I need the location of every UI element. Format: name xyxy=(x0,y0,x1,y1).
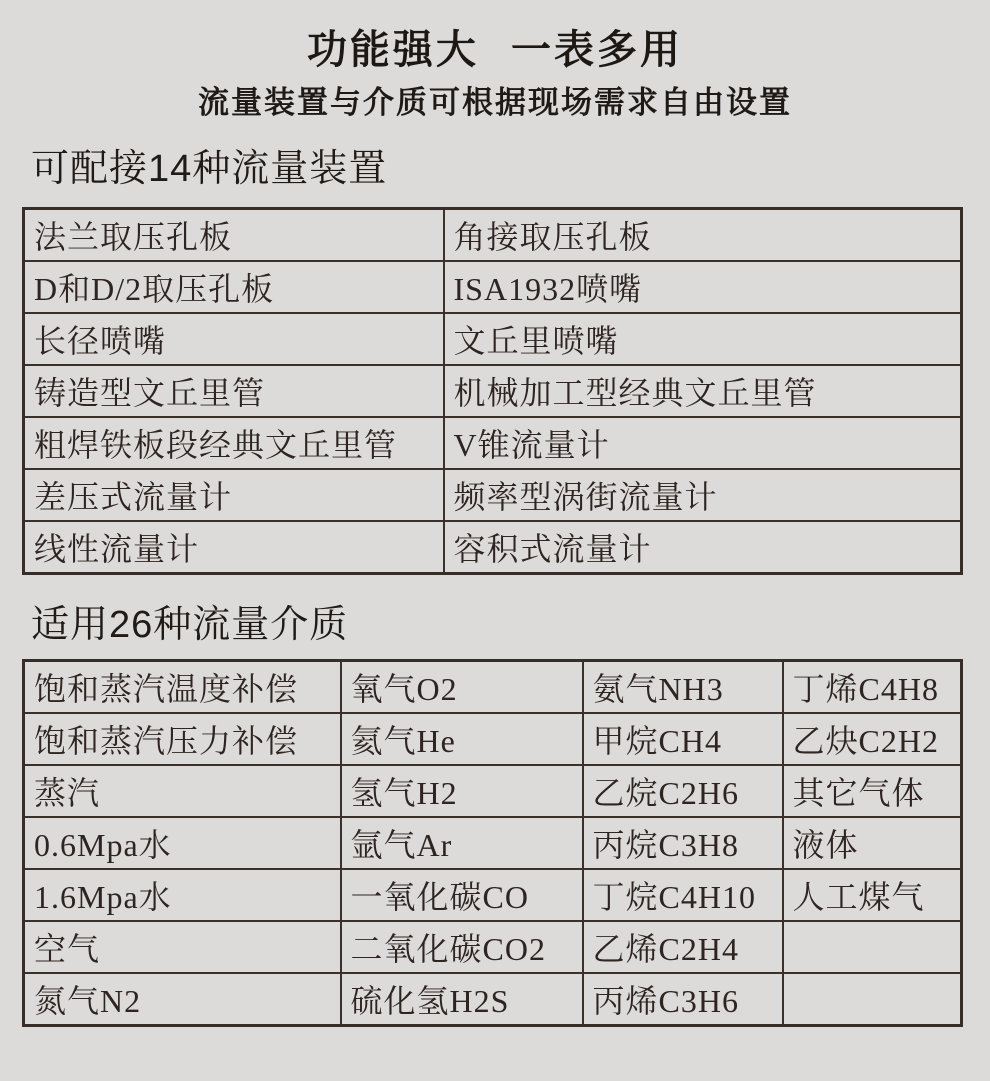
table-row xyxy=(24,521,962,574)
table-row xyxy=(24,469,962,521)
table-cell: 机械加工型经典文丘里管 xyxy=(444,365,962,417)
table-cell: 其它气体 xyxy=(783,765,962,817)
table-cell: 铸造型文丘里管 xyxy=(24,365,444,417)
table-cell: 丁烷C4H10 xyxy=(583,869,783,921)
table-row xyxy=(24,765,962,817)
table-cell: 乙烷C2H6 xyxy=(583,765,783,817)
table-cell: 丙烯C3H6 xyxy=(583,973,783,1026)
table-cell: 一氧化碳CO xyxy=(341,869,583,921)
table-cell: 液体 xyxy=(783,817,962,869)
page-title: 功能强大 一表多用 xyxy=(306,28,684,72)
table-row xyxy=(24,417,962,469)
table-row xyxy=(24,973,962,1026)
media-section-heading: 适用26种流量介质 xyxy=(31,604,349,646)
table-cell: 乙烯C2H4 xyxy=(583,921,783,973)
table-row xyxy=(24,313,962,365)
table-cell xyxy=(783,973,962,1026)
table-cell xyxy=(783,921,962,973)
media-table xyxy=(22,659,963,1027)
table-cell: 硫化氢H2S xyxy=(341,973,583,1026)
table-cell: 文丘里喷嘴 xyxy=(444,313,962,365)
table-cell: 线性流量计 xyxy=(24,521,444,574)
table-cell: 氧气O2 xyxy=(341,661,583,714)
table-cell: 频率型涡街流量计 xyxy=(444,469,962,521)
table-cell: 长径喷嘴 xyxy=(24,313,444,365)
table-cell: 二氧化碳CO2 xyxy=(341,921,583,973)
table-row xyxy=(24,261,962,313)
table-cell: 容积式流量计 xyxy=(444,521,962,574)
table-row xyxy=(24,817,962,869)
table-cell: 氨气NH3 xyxy=(583,661,783,714)
table-cell: 角接取压孔板 xyxy=(444,209,962,262)
table-row xyxy=(24,661,962,714)
table-cell: ISA1932喷嘴 xyxy=(444,261,962,313)
devices-section-heading: 可配接14种流量装置 xyxy=(31,148,388,190)
table-cell: 氦气He xyxy=(341,713,583,765)
table-cell: 饱和蒸汽压力补偿 xyxy=(24,713,341,765)
table-cell: 氩气Ar xyxy=(341,817,583,869)
table-cell: D和D/2取压孔板 xyxy=(24,261,444,313)
table-row xyxy=(24,713,962,765)
table-row xyxy=(24,365,962,417)
table-cell: 氮气N2 xyxy=(24,973,341,1026)
table-cell: 蒸汽 xyxy=(24,765,341,817)
table-cell: 饱和蒸汽温度补偿 xyxy=(24,661,341,714)
table-row xyxy=(24,921,962,973)
table-cell: 人工煤气 xyxy=(783,869,962,921)
table-cell: 粗焊铁板段经典文丘里管 xyxy=(24,417,444,469)
table-cell: 差压式流量计 xyxy=(24,469,444,521)
table-cell: 0.6Mpa水 xyxy=(24,817,341,869)
table-cell: 甲烷CH4 xyxy=(583,713,783,765)
table-cell: 丁烯C4H8 xyxy=(783,661,962,714)
page-subtitle: 流量装置与介质可根据现场需求自由设置 xyxy=(198,85,792,120)
devices-table xyxy=(22,207,963,575)
table-cell: 丙烷C3H8 xyxy=(583,817,783,869)
table-cell: V锥流量计 xyxy=(444,417,962,469)
table-cell: 法兰取压孔板 xyxy=(24,209,444,262)
table-cell: 空气 xyxy=(24,921,341,973)
table-cell: 乙炔C2H2 xyxy=(783,713,962,765)
table-row xyxy=(24,209,962,262)
table-row xyxy=(24,869,962,921)
table-cell: 氢气H2 xyxy=(341,765,583,817)
table-cell: 1.6Mpa水 xyxy=(24,869,341,921)
